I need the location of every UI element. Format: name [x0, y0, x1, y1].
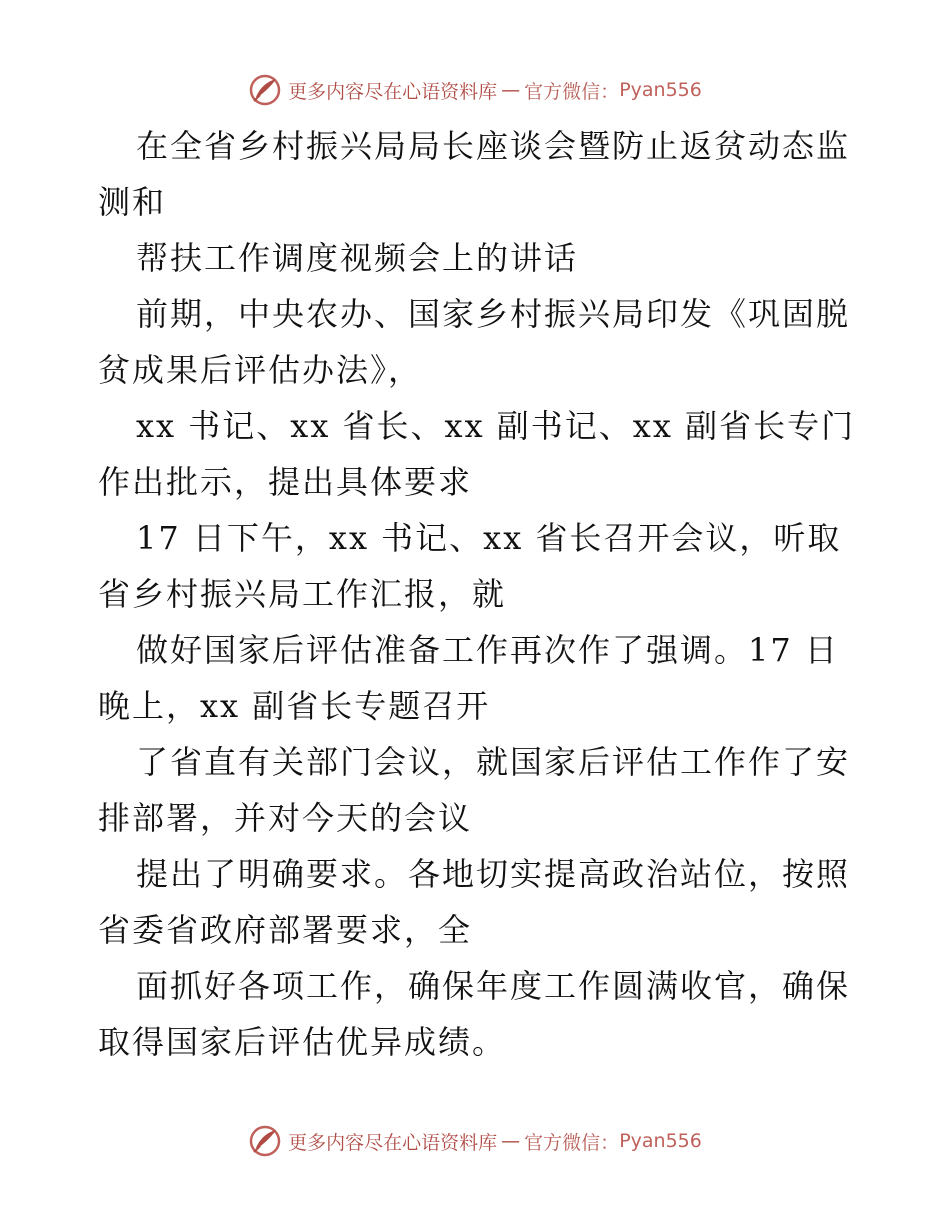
banner-dash: —	[501, 1130, 521, 1152]
banner-wechat-label: 官方微信：	[524, 1131, 620, 1154]
quill-logo-icon	[248, 1124, 282, 1158]
paragraph: xx 书记、xx 省长、xx 副书记、xx 副省长专门作出批示，提出具体要求	[98, 407, 856, 501]
paragraph: 面抓好各项工作，确保年度工作圆满收官，确保取得国家后评估优异成绩。	[98, 967, 851, 1061]
document-body	[98, 118, 858, 1070]
banner-wechat-id: Pyan556	[619, 1130, 702, 1152]
banner-label: 更多内容尽在心语资料库	[288, 80, 498, 103]
paragraph: 做好国家后评估准备工作再次作了强调。17 日晚上，xx 副省长专题召开	[98, 631, 839, 725]
banner-label: 更多内容尽在心语资料库	[288, 1131, 498, 1154]
banner-wechat-label: 官方微信：	[524, 80, 620, 103]
banner-wechat-id: Pyan556	[619, 79, 702, 101]
header-banner	[0, 70, 950, 110]
paragraph: 提出了明确要求。各地切实提高政治站位，按照省委省政府部署要求，全	[98, 855, 851, 949]
banner-dash: —	[501, 79, 521, 101]
paragraph: 在全省乡村振兴局局长座谈会暨防止返贫动态监测和	[98, 127, 851, 221]
paragraph: 了省直有关部门会议，就国家后评估工作作了安排部署，并对今天的会议	[98, 743, 851, 837]
paragraph: 前期，中央农办、国家乡村振兴局印发《巩固脱贫成果后评估办法》，	[98, 295, 851, 389]
paragraph: 17 日下午，xx 书记、xx 省长召开会议，听取省乡村振兴局工作汇报，就	[98, 519, 842, 613]
quill-logo-icon	[248, 73, 282, 107]
footer-banner	[0, 1121, 950, 1161]
paragraph: 帮扶工作调度视频会上的讲话	[136, 239, 579, 277]
